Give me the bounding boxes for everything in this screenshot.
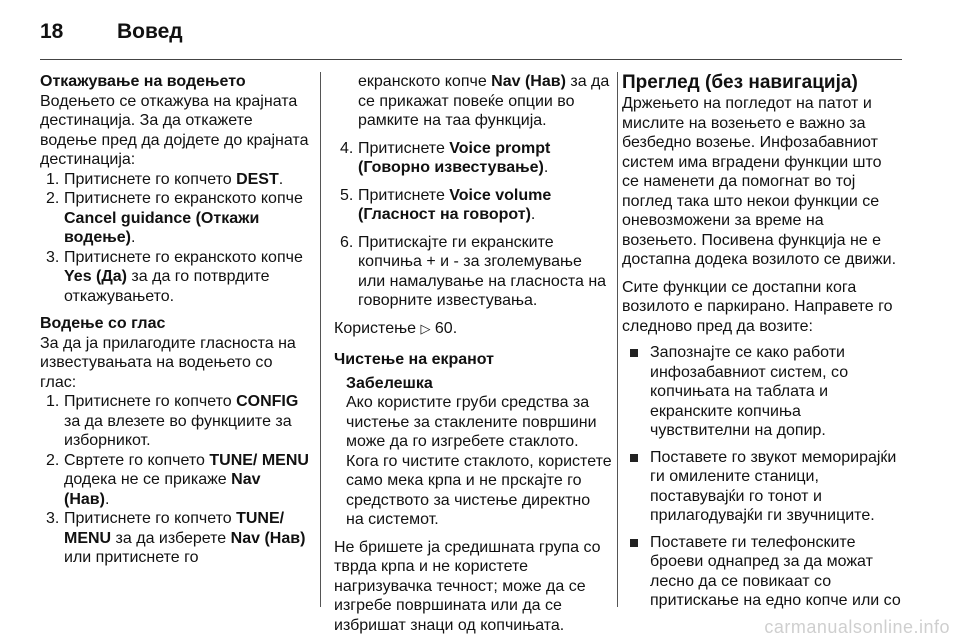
page-title: Вовед [117, 20, 183, 43]
page-reference[interactable]: 60 [434, 319, 453, 337]
steps-list-continued [334, 72, 612, 311]
steps-list [40, 392, 310, 568]
section-title-cancel-guidance: Откажување на водењето [40, 73, 246, 90]
list-item: 3. Притиснете го екранското копче Yes (Да) за да го потврдите откажувањето. [46, 248, 303, 305]
list-item: Поставете го звукот меморирајќи ги омилените станици, поставувајќи го тонот и прилагодувајќи ги звучниците. [622, 448, 902, 526]
list-item: 4. Притиснете Voice prompt (Говорно известување). [340, 139, 551, 176]
list-item: екранското копче Nav (Нав) за да се прикажат повеќе опции во рамките на таа функција. [358, 73, 610, 129]
column-divider-1 [320, 72, 321, 607]
list-item: 2. Свртете го копчето TUNE/ MENU додека не се прикаже Nav (Нав). [46, 451, 309, 508]
section-title-voice-guidance: Водење со глас [40, 315, 166, 332]
section-title-overview: Преглед (без навигација) [622, 72, 858, 93]
header-rule [40, 59, 902, 60]
list-item: Поставете ги телефонските броеви однапред за да можат лесно да се повикаат со притискање на едно копче или со [622, 533, 902, 611]
list-item: 5. Притиснете Voice volume (Гласност на говорот). [340, 186, 552, 223]
note-title: Забелешка [346, 374, 433, 392]
paragraph: Водењето се откажува на крајната дестинација. За да откажете водење пред да дојдете до крајната дестинација: [40, 92, 309, 168]
watermark: carmanualsonline.info [764, 617, 950, 637]
paragraph: За да ја прилагодите гласноста на известувањата на водењето со глас: [40, 334, 296, 391]
list-item: 1. Притиснете го копчето CONFIG за да влезете во функциите за изборникот. [46, 393, 299, 449]
column-3 [622, 72, 902, 611]
note-box [334, 374, 612, 530]
list-item: 2. Притиснете го екранското копче Cancel guidance (Откажи водење). [46, 190, 303, 246]
section-title-clean-screen: Чистење на екранот [334, 351, 495, 368]
square-bullet-icon [630, 349, 638, 357]
steps-list [40, 170, 310, 307]
bullet-list [622, 343, 902, 611]
paragraph: Држењето на погледот на патот и мислите на возењето е важно за безбедно возење. Инфозабавниот систем има вградени функции што се наменети да помогнат во тој поглед така што некои функции се оневозможени за време на возењето. Посивена функција не е достапна додека возилото се движи. [622, 95, 897, 268]
list-item: 6. Притискајте ги екранските копчиња + и - за зголемување или намалување на гласноста на говорните известувања. [340, 233, 607, 309]
list-item: 1. Притиснете го копчето DEST. [46, 170, 284, 188]
column-divider-2 [617, 72, 618, 607]
reference-line: Користење ▷ 60. [334, 319, 458, 337]
list-item: Запознајте се како работи инфозабавниот систем, со копчињата на таблата и екранските копчиња чувствителни на допир. [622, 343, 902, 441]
paragraph: Сите функции се достапни кога возилото е паркирано. Направете го следново пред да возите: [622, 278, 893, 335]
list-item: 3. Притиснете го копчето TUNE/ MENU за да изберете Nav (Нав) или притиснете го [46, 510, 306, 566]
paragraph: Не бришете ја средишната група со тврда крпа и не користете нагризувачка течност; може да се изгребе површината или да се избришат знаци од копчињата. [334, 538, 601, 634]
note-text: Ако користите груби средства за чистење за стаклените површини може да го изгребете стаклото. Кога го чистите стаклото, користете само мека крпа и не прскајте го средството за чистење директно на системот. [346, 394, 612, 528]
square-bullet-icon [630, 539, 638, 547]
square-bullet-icon [630, 454, 638, 462]
column-1 [40, 72, 310, 568]
column-2 [334, 72, 612, 635]
page-number: 18 [40, 20, 64, 43]
triangle-right-icon: ▷ [420, 320, 431, 336]
